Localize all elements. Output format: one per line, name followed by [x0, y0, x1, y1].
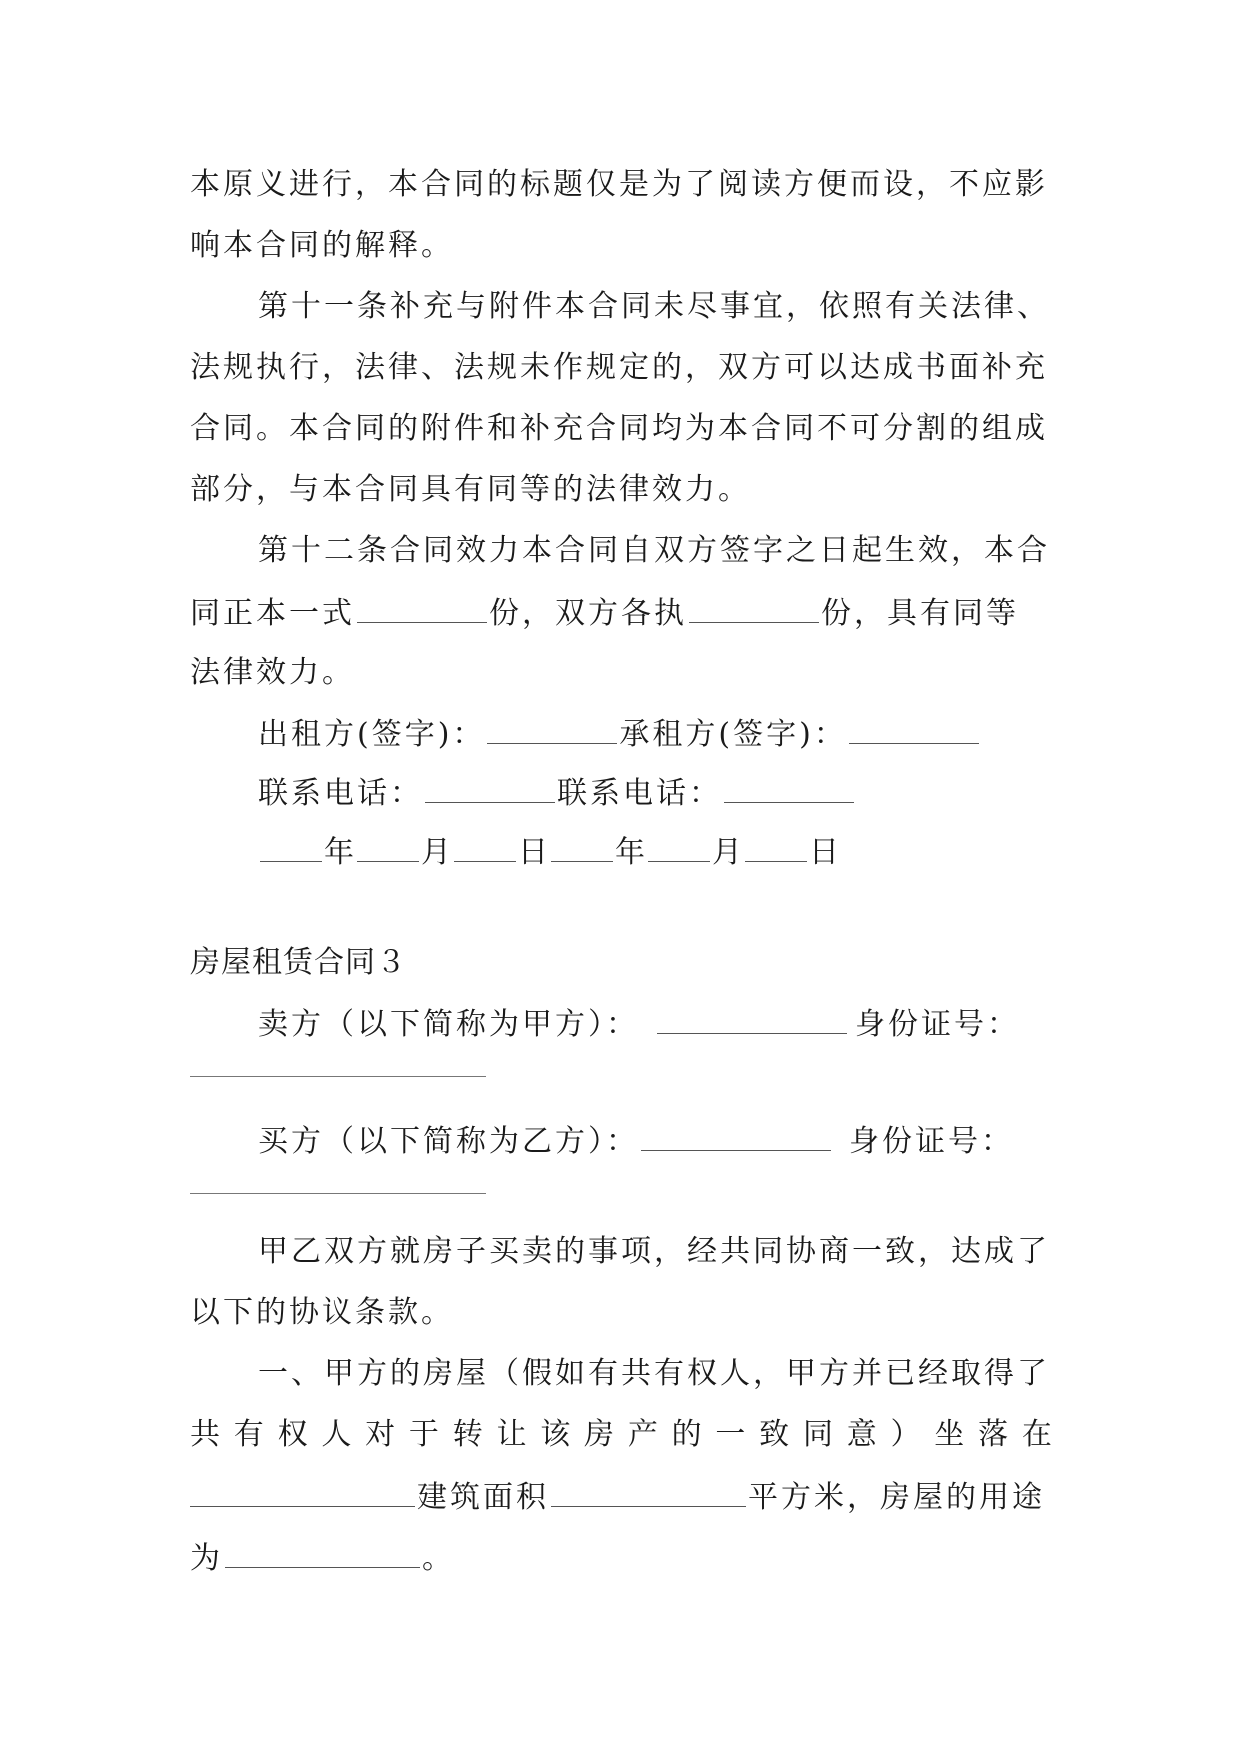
text-line: 法规执行，法律、法规未作规定的，双方可以达成书面补充 — [190, 350, 1048, 385]
period: 。 — [422, 1541, 455, 1576]
char: 意 — [846, 1417, 877, 1452]
usage-line — [190, 1537, 455, 1579]
lessee-signature-label: 承租方(签字)： — [619, 717, 847, 752]
char: 对 — [365, 1417, 396, 1452]
date-line — [258, 831, 840, 873]
blank-seller-name — [657, 1003, 847, 1034]
char: 坐 — [934, 1417, 965, 1452]
char: 同 — [802, 1417, 833, 1452]
text-line: 合同。本合同的附件和补充合同均为本合同不可分割的组成 — [190, 411, 1048, 446]
area-line — [190, 1476, 1045, 1518]
text-line: 本原义进行，本合同的标题仅是为了阅读方便而设，不应影 — [190, 167, 1048, 202]
usage-label: 平方米，房屋的用途 — [748, 1480, 1045, 1515]
blank-lessor-phone — [425, 772, 555, 803]
blank-day — [454, 831, 516, 862]
char: 该 — [540, 1417, 571, 1452]
usage-prefix: 为 — [190, 1541, 223, 1576]
month-label: 月 — [712, 835, 743, 870]
char: 一 — [715, 1417, 746, 1452]
char: 共 — [190, 1417, 220, 1452]
justified-line — [190, 1415, 1052, 1455]
blank-month — [357, 831, 419, 862]
day-label: 日 — [809, 835, 840, 870]
char: 人 — [321, 1417, 352, 1452]
char: 房 — [584, 1417, 615, 1452]
year-label: 年 — [324, 835, 355, 870]
copies-text-2: 份，双方各执 — [489, 596, 687, 631]
char: 让 — [496, 1417, 527, 1452]
buyer-label: 买方（以下简称为乙方）： — [258, 1124, 639, 1159]
blank-lessee-signature — [849, 713, 979, 744]
seller-line — [258, 1003, 1020, 1045]
article-12-line: 第十二条合同效力本合同自双方签字之日起生效，本合 — [258, 533, 1050, 568]
blank-usage — [225, 1537, 420, 1568]
text-line: 以下的协议条款。 — [190, 1295, 454, 1330]
blank-each-copies — [689, 592, 819, 623]
blank-lessee-phone — [724, 772, 854, 803]
char: 有 — [233, 1417, 264, 1452]
char: 在 — [1021, 1417, 1052, 1452]
buyer-line — [258, 1120, 1014, 1162]
buyer-id-label: 身份证号： — [849, 1124, 1014, 1159]
char: 权 — [277, 1417, 308, 1452]
section-title: 房屋租赁合同３ — [190, 945, 407, 980]
signature-line — [258, 713, 981, 755]
article-11-line: 第十一条补充与附件本合同未尽事宜，依照有关法律、 — [258, 289, 1050, 324]
blank-year — [260, 831, 322, 862]
char: 于 — [408, 1417, 439, 1452]
char: 致 — [759, 1417, 790, 1452]
copies-line — [190, 592, 1019, 634]
month-label: 月 — [421, 835, 452, 870]
blank-location — [190, 1476, 415, 1507]
seller-label: 卖方（以下简称为甲方）： — [258, 1007, 639, 1042]
char: 落 — [978, 1417, 1009, 1452]
char: ） — [890, 1417, 921, 1452]
year-label: 年 — [615, 835, 646, 870]
char: 产 — [627, 1417, 658, 1452]
lessee-phone-label: 联系电话： — [557, 776, 722, 811]
text-line: 法律效力。 — [190, 655, 355, 690]
blank-buyer-id — [190, 1193, 486, 1194]
text-line: 响本合同的解释。 — [190, 228, 454, 263]
clause-1-line: 一、甲方的房屋（假如有共有权人，甲方并已经取得了 — [258, 1356, 1050, 1391]
blank-seller-id — [190, 1076, 486, 1077]
char: 转 — [452, 1417, 483, 1452]
text-line: 甲乙双方就房子买卖的事项，经共同协商一致，达成了 — [258, 1234, 1050, 1269]
area-label: 建筑面积 — [417, 1480, 549, 1515]
text-line: 部分，与本合同具有同等的法律效力。 — [190, 472, 751, 507]
day-label: 日 — [518, 835, 549, 870]
blank-year — [551, 831, 613, 862]
copies-text-3: 份，具有同等 — [821, 596, 1019, 631]
lessor-phone-label: 联系电话： — [258, 776, 423, 811]
blank-total-copies — [357, 592, 487, 623]
blank-lessor-signature — [487, 713, 617, 744]
blank-buyer-name — [641, 1120, 831, 1151]
phone-line — [258, 772, 856, 814]
copies-text-1: 同正本一式 — [190, 596, 355, 631]
seller-id-label: 身份证号： — [855, 1007, 1020, 1042]
blank-month — [648, 831, 710, 862]
blank-day — [745, 831, 807, 862]
blank-area — [551, 1476, 746, 1507]
lessor-signature-label: 出租方(签字)： — [258, 717, 486, 752]
char: 的 — [671, 1417, 702, 1452]
